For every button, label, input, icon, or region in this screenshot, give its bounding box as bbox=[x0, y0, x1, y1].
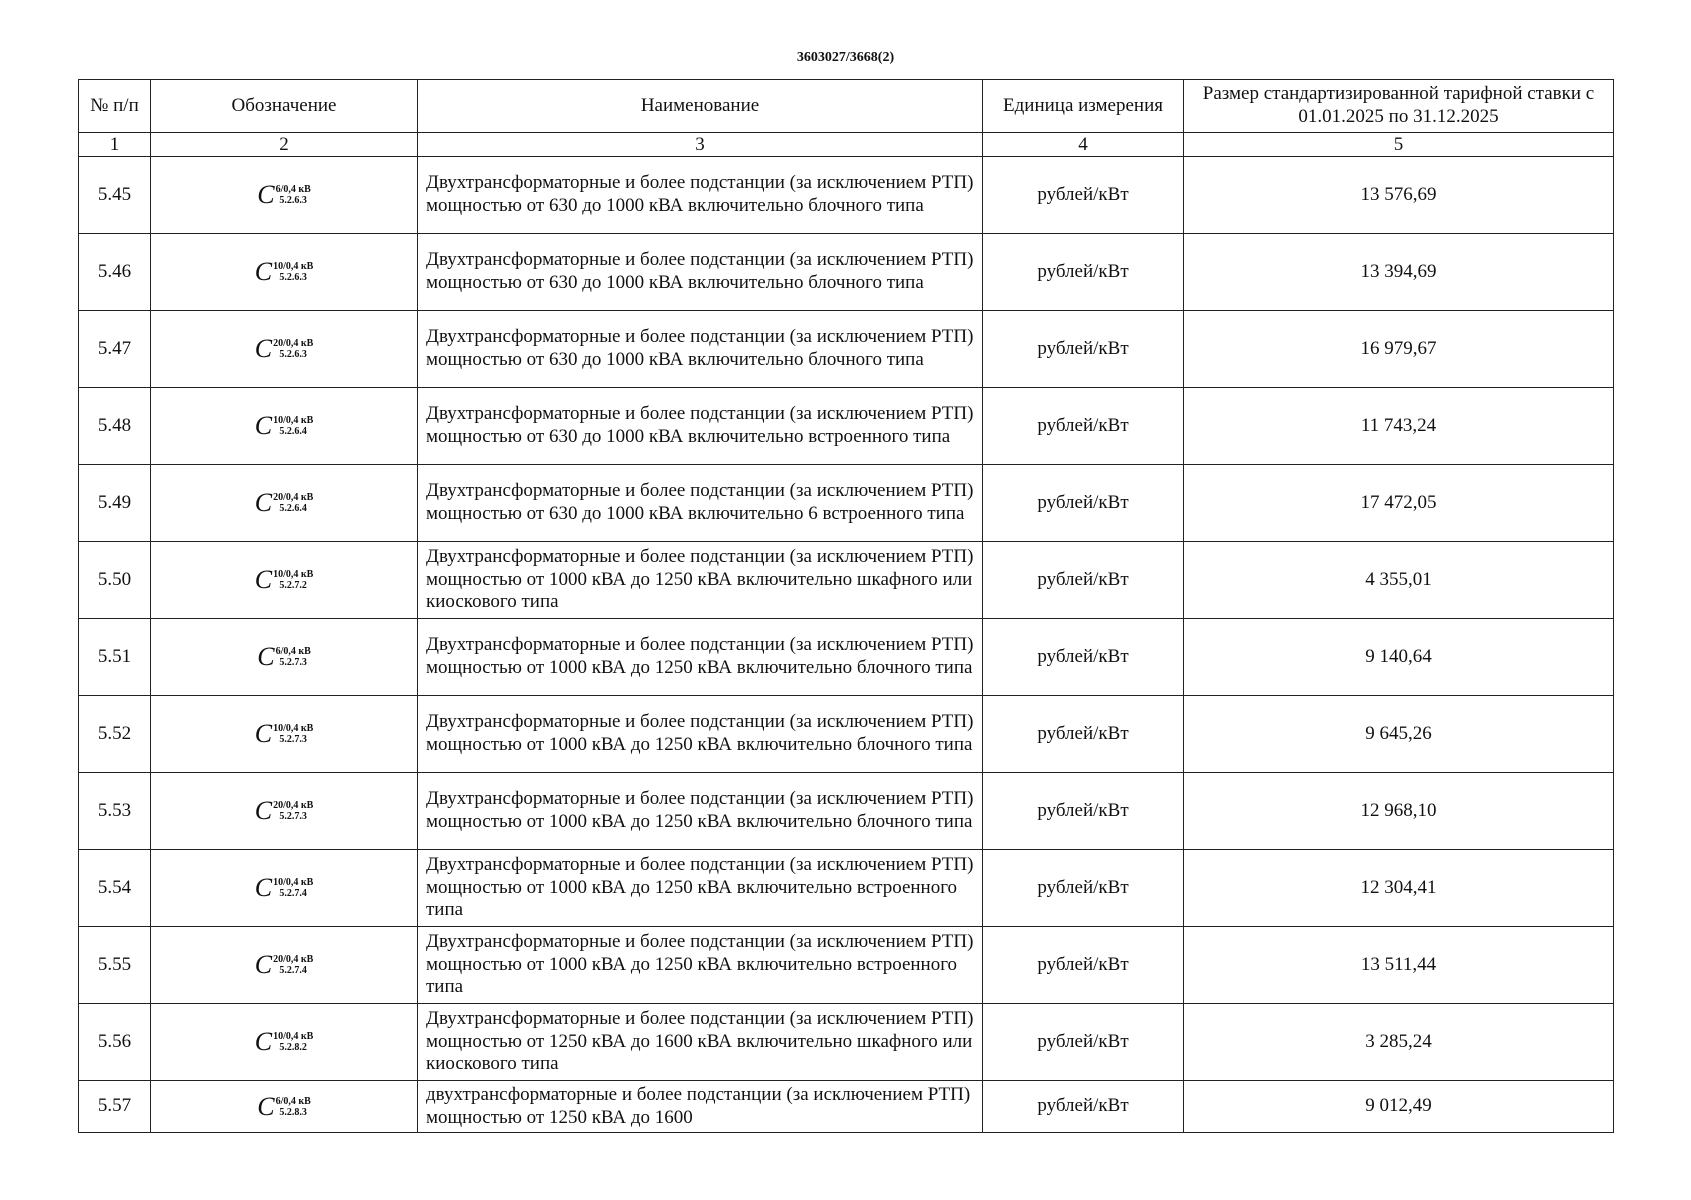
symbol-base: C bbox=[254, 334, 273, 364]
tariff-symbol bbox=[151, 1004, 418, 1081]
symbol-base: C bbox=[254, 873, 273, 903]
tariff-symbol bbox=[151, 311, 418, 388]
symbol-superscript: 20/0,4 кВ bbox=[273, 954, 314, 965]
unit-of-measure: рублей/кВт bbox=[983, 1004, 1184, 1081]
symbol-base: C bbox=[254, 1027, 273, 1057]
item-name: Двухтрансформаторные и более подстанции (за исключением РТП) мощностью от 630 до 1000 кВА включительно блочного типа bbox=[418, 234, 983, 311]
symbol-subscript: 5.2.6.4 bbox=[279, 503, 307, 514]
unit-of-measure: рублей/кВт bbox=[983, 234, 1184, 311]
tariff-symbol bbox=[151, 234, 418, 311]
unit-of-measure: рублей/кВт bbox=[983, 388, 1184, 465]
symbol-base: C bbox=[257, 180, 275, 210]
symbol-indices bbox=[273, 877, 313, 899]
item-name: Двухтрансформаторные и более подстанции (за исключением РТП) мощностью от 630 до 1000 кВА включительно встроенного типа bbox=[418, 388, 983, 465]
symbol-formula bbox=[255, 718, 314, 749]
tariff-rate-value: 13 511,44 bbox=[1184, 927, 1614, 1004]
tariff-rate-value: 12 968,10 bbox=[1184, 773, 1614, 850]
symbol-subscript: 5.2.7.3 bbox=[279, 657, 307, 668]
column-number-row bbox=[79, 133, 1614, 157]
symbol-superscript: 10/0,4 кВ bbox=[273, 569, 314, 580]
document-number: 3603027/3668(2) bbox=[796, 50, 895, 65]
tariff-rate-value: 11 743,24 bbox=[1184, 388, 1614, 465]
tariff-rate-value: 13 394,69 bbox=[1184, 234, 1614, 311]
symbol-base: C bbox=[254, 796, 273, 826]
symbol-indices bbox=[273, 723, 313, 745]
symbol-subscript: 5.2.6.3 bbox=[279, 195, 307, 206]
symbol-formula bbox=[257, 1091, 311, 1122]
symbol-subscript: 5.2.7.4 bbox=[279, 965, 307, 976]
symbol-subscript: 5.2.7.2 bbox=[279, 580, 307, 591]
header-row bbox=[79, 80, 1614, 133]
symbol-indices bbox=[273, 492, 313, 514]
tariff-rate-value: 3 285,24 bbox=[1184, 1004, 1614, 1081]
table-row bbox=[79, 542, 1614, 619]
item-name: Двухтрансформаторные и более подстанции (за исключением РТП) мощностью от 1000 кВА до 1250 кВА включительно блочного типа bbox=[418, 619, 983, 696]
symbol-base: C bbox=[254, 411, 273, 441]
symbol-subscript: 5.2.7.3 bbox=[279, 811, 307, 822]
symbol-formula bbox=[257, 641, 311, 672]
item-name: двухтрансформаторные и более подстанции (за исключением РТП) мощностью от 1250 кВА до 1600 bbox=[418, 1081, 983, 1133]
symbol-formula bbox=[255, 564, 314, 595]
unit-of-measure: рублей/кВт bbox=[983, 157, 1184, 234]
header-num: № п/п bbox=[79, 80, 151, 133]
row-number: 5.55 bbox=[79, 927, 151, 1004]
table-row bbox=[79, 1004, 1614, 1081]
symbol-superscript: 20/0,4 кВ bbox=[273, 492, 314, 503]
symbol-base: C bbox=[254, 488, 273, 518]
column-number: 5 bbox=[1184, 133, 1614, 157]
tariff-rate-value: 9 645,26 bbox=[1184, 696, 1614, 773]
header-value: Размер стандартизированной тарифной ставки с 01.01.2025 по 31.12.2025 bbox=[1184, 80, 1614, 133]
tariff-symbol bbox=[151, 465, 418, 542]
symbol-indices bbox=[273, 800, 313, 822]
symbol-indices bbox=[273, 415, 313, 437]
unit-of-measure: рублей/кВт bbox=[983, 311, 1184, 388]
tariff-symbol bbox=[151, 542, 418, 619]
table-row bbox=[79, 1081, 1614, 1133]
symbol-indices bbox=[273, 338, 313, 360]
symbol-indices bbox=[273, 1031, 313, 1053]
symbol-superscript: 6/0,4 кВ bbox=[275, 184, 311, 195]
symbol-indices bbox=[273, 954, 313, 976]
symbol-superscript: 10/0,4 кВ bbox=[273, 1031, 314, 1042]
item-name: Двухтрансформаторные и более подстанции (за исключением РТП) мощностью от 630 до 1000 кВА включительно блочного типа bbox=[418, 157, 983, 234]
symbol-base: C bbox=[257, 1091, 275, 1121]
column-number: 4 bbox=[983, 133, 1184, 157]
symbol-base: C bbox=[254, 257, 273, 287]
unit-of-measure: рублей/кВт bbox=[983, 773, 1184, 850]
row-number: 5.47 bbox=[79, 311, 151, 388]
unit-of-measure: рублей/кВт bbox=[983, 619, 1184, 696]
tariff-rate-value: 12 304,41 bbox=[1184, 850, 1614, 927]
tariff-rate-value: 16 979,67 bbox=[1184, 311, 1614, 388]
tariff-symbol bbox=[151, 696, 418, 773]
item-name: Двухтрансформаторные и более подстанции (за исключением РТП) мощностью от 1000 кВА до 1250 кВА включительно встроенного типа bbox=[418, 850, 983, 927]
item-name: Двухтрансформаторные и более подстанции (за исключением РТП) мощностью от 1250 кВА до 1600 кВА включительно шкафного или киоскового типа bbox=[418, 1004, 983, 1081]
table-row bbox=[79, 927, 1614, 1004]
symbol-formula bbox=[255, 795, 314, 826]
column-number: 3 bbox=[418, 133, 983, 157]
row-number: 5.53 bbox=[79, 773, 151, 850]
symbol-indices bbox=[276, 646, 311, 668]
tariff-symbol bbox=[151, 157, 418, 234]
symbol-formula bbox=[255, 410, 314, 441]
item-name: Двухтрансформаторные и более подстанции (за исключением РТП) мощностью от 630 до 1000 кВА включительно блочного типа bbox=[418, 311, 983, 388]
symbol-formula bbox=[255, 256, 314, 287]
table-row bbox=[79, 773, 1614, 850]
tariff-symbol bbox=[151, 1081, 418, 1133]
tariff-table bbox=[78, 79, 1614, 1133]
tariff-rate-value: 9 140,64 bbox=[1184, 619, 1614, 696]
symbol-subscript: 5.2.6.3 bbox=[279, 272, 307, 283]
tariff-symbol bbox=[151, 927, 418, 1004]
row-number: 5.57 bbox=[79, 1081, 151, 1133]
symbol-superscript: 10/0,4 кВ bbox=[273, 877, 314, 888]
symbol-indices bbox=[276, 1096, 311, 1118]
symbol-superscript: 20/0,4 кВ bbox=[273, 800, 314, 811]
tariff-rate-value: 4 355,01 bbox=[1184, 542, 1614, 619]
row-number: 5.49 bbox=[79, 465, 151, 542]
item-name: Двухтрансформаторные и более подстанции (за исключением РТП) мощностью от 1000 кВА до 1250 кВА включительно встроенного типа bbox=[418, 927, 983, 1004]
symbol-superscript: 6/0,4 кВ bbox=[275, 646, 311, 657]
table-body bbox=[79, 157, 1614, 1133]
table-row bbox=[79, 850, 1614, 927]
row-number: 5.51 bbox=[79, 619, 151, 696]
symbol-superscript: 10/0,4 кВ bbox=[273, 723, 314, 734]
column-number: 1 bbox=[79, 133, 151, 157]
column-number: 2 bbox=[151, 133, 418, 157]
unit-of-measure: рублей/кВт bbox=[983, 696, 1184, 773]
tariff-rate-value: 9 012,49 bbox=[1184, 1081, 1614, 1133]
symbol-superscript: 10/0,4 кВ bbox=[273, 261, 314, 272]
header-unit: Единица измерения bbox=[983, 80, 1184, 133]
symbol-base: C bbox=[254, 950, 273, 980]
symbol-subscript: 5.2.6.4 bbox=[279, 426, 307, 437]
symbol-subscript: 5.2.8.3 bbox=[279, 1106, 307, 1118]
unit-of-measure: рублей/кВт bbox=[983, 850, 1184, 927]
symbol-formula bbox=[255, 949, 314, 980]
item-name: Двухтрансформаторные и более подстанции (за исключением РТП) мощностью от 1000 кВА до 1250 кВА включительно блочного типа bbox=[418, 696, 983, 773]
unit-of-measure: рублей/кВт bbox=[983, 542, 1184, 619]
tariff-rate-value: 13 576,69 bbox=[1184, 157, 1614, 234]
symbol-superscript: 20/0,4 кВ bbox=[273, 338, 314, 349]
unit-of-measure: рублей/кВт bbox=[983, 927, 1184, 1004]
symbol-base: C bbox=[254, 719, 273, 749]
symbol-base: C bbox=[254, 565, 273, 595]
row-number: 5.48 bbox=[79, 388, 151, 465]
tariff-symbol bbox=[151, 773, 418, 850]
row-number: 5.56 bbox=[79, 1004, 151, 1081]
symbol-base: C bbox=[257, 642, 275, 672]
table-row bbox=[79, 619, 1614, 696]
item-name: Двухтрансформаторные и более подстанции (за исключением РТП) мощностью от 1000 кВА до 1250 кВА включительно шкафного или киоскового типа bbox=[418, 542, 983, 619]
table-row bbox=[79, 696, 1614, 773]
symbol-formula bbox=[255, 333, 314, 364]
symbol-subscript: 5.2.8.2 bbox=[279, 1042, 307, 1053]
symbol-subscript: 5.2.7.4 bbox=[279, 888, 307, 899]
row-number: 5.50 bbox=[79, 542, 151, 619]
item-name: Двухтрансформаторные и более подстанции (за исключением РТП) мощностью от 1000 кВА до 1250 кВА включительно блочного типа bbox=[418, 773, 983, 850]
symbol-indices bbox=[273, 261, 313, 283]
symbol-formula bbox=[257, 179, 311, 210]
tariff-rate-value: 17 472,05 bbox=[1184, 465, 1614, 542]
symbol-formula bbox=[255, 872, 314, 903]
symbol-indices bbox=[276, 184, 311, 206]
tariff-symbol bbox=[151, 619, 418, 696]
row-number: 5.54 bbox=[79, 850, 151, 927]
symbol-subscript: 5.2.6.3 bbox=[279, 349, 307, 360]
row-number: 5.46 bbox=[79, 234, 151, 311]
symbol-superscript: 6/0,4 кВ bbox=[275, 1095, 311, 1107]
tariff-symbol bbox=[151, 850, 418, 927]
table-row bbox=[79, 234, 1614, 311]
item-name: Двухтрансформаторные и более подстанции (за исключением РТП) мощностью от 630 до 1000 кВА включительно 6 встроенного типа bbox=[418, 465, 983, 542]
row-number: 5.52 bbox=[79, 696, 151, 773]
row-number: 5.45 bbox=[79, 157, 151, 234]
symbol-formula bbox=[255, 1026, 314, 1057]
symbol-formula bbox=[255, 487, 314, 518]
symbol-subscript: 5.2.7.3 bbox=[279, 734, 307, 745]
table-row bbox=[79, 311, 1614, 388]
unit-of-measure: рублей/кВт bbox=[983, 465, 1184, 542]
header-name: Наименование bbox=[418, 80, 983, 133]
table-row bbox=[79, 157, 1614, 234]
table-row bbox=[79, 388, 1614, 465]
symbol-indices bbox=[273, 569, 313, 591]
header-code: Обозначение bbox=[151, 80, 418, 133]
unit-of-measure: рублей/кВт bbox=[983, 1081, 1184, 1133]
table-row bbox=[79, 465, 1614, 542]
tariff-symbol bbox=[151, 388, 418, 465]
symbol-superscript: 10/0,4 кВ bbox=[273, 415, 314, 426]
